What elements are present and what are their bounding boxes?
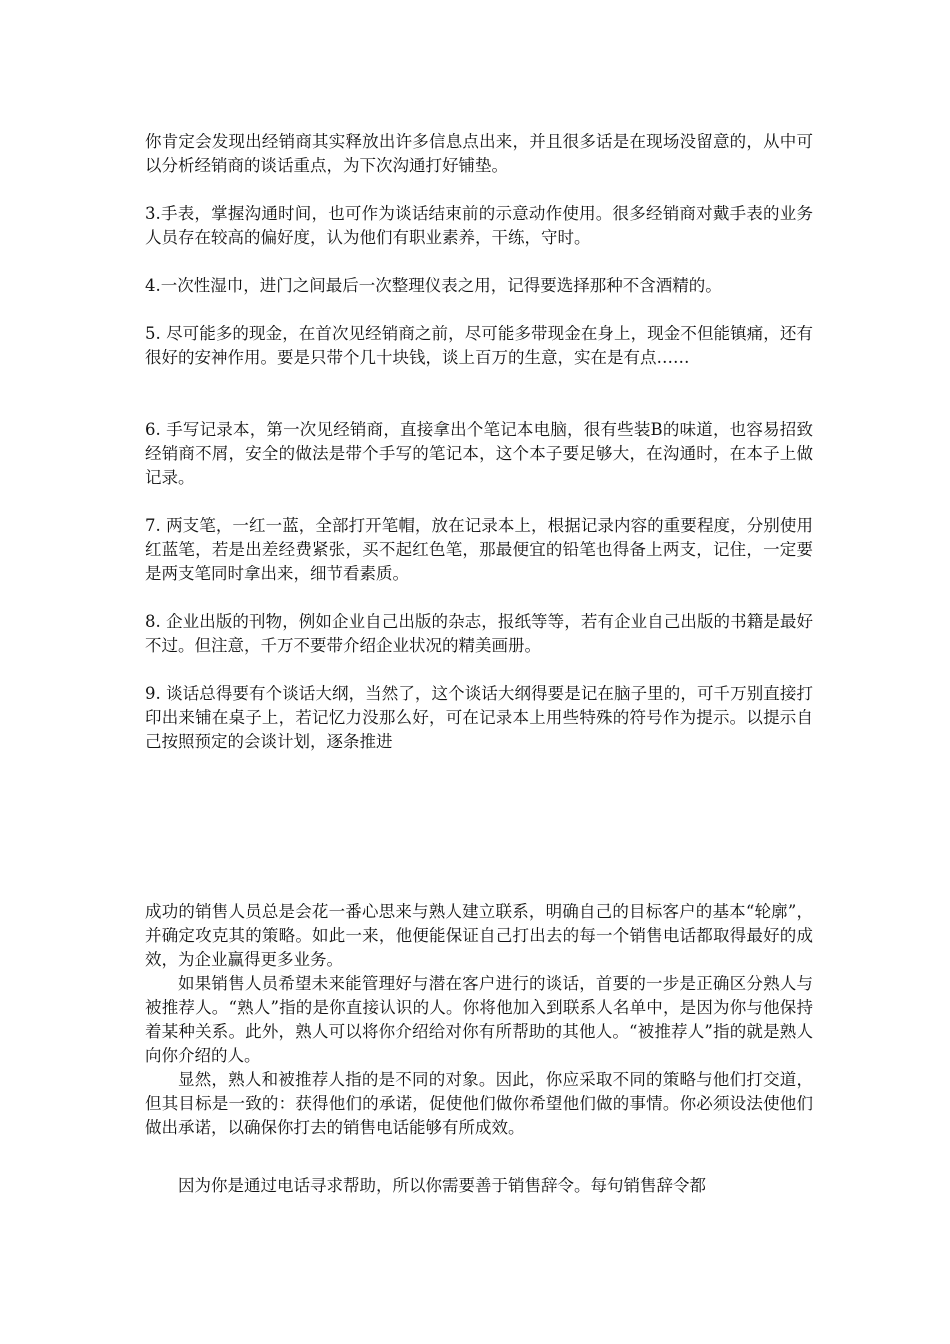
paragraph-acquaintance: 如果销售人员希望未来能管理好与潜在客户进行的谈话，首要的一步是正确区分熟人与被推荐人。“熟人”指的是你直接认识的人。你将他加入到联系人名单中，是因为你与他保持着某种关系。此外，熟人可以将你介绍给对你有所帮助的其他人。“被推荐人”指的就是熟人向你介绍的人。 [145,974,813,1065]
paragraph-intro: 你肯定会发现出经销商其实释放出许多信息点出来，并且很多话是在现场没留意的，从中可以分析经销商的谈话重点，为下次沟通打好铺垫。 [145,132,813,175]
paragraph-item-6: 6. 手写记录本，第一次见经销商，直接拿出个笔记本电脑，很有些装B的味道，也容易招致经销商不屑，安全的做法是带个手写的笔记本，这个本子要足够大，在沟通时，在本子上做记录。 [145,420,813,487]
paragraph-strategy: 显然，熟人和被推荐人指的是不同的对象。因此，你应采取不同的策略与他们打交道，但其目标是一致的：获得他们的承诺，促使他们做你希望他们做的事情。你必须设法使他们做出承诺，以确保你打去的销售电话能够有所成效。 [145,1070,813,1137]
paragraph-item-5: 5. 尽可能多的现金，在首次见经销商之前，尽可能多带现金在身上，现金不但能镇痛，还有很好的安神作用。要是只带个几十块钱，谈上百万的生意，实在是有点…… [145,324,813,367]
paragraph-item-4: 4.一次性湿巾，进门之间最后一次整理仪表之用，记得要选择那种不含酒精的。 [145,276,722,295]
paragraph-phone-help: 因为你是通过电话寻求帮助，所以你需要善于销售辞令。每句销售辞令都 [178,1176,706,1195]
paragraph-item-7: 7. 两支笔，一红一蓝，全部打开笔帽，放在记录本上，根据记录内容的重要程度，分别使用红蓝笔，若是出差经费紧张，买不起红色笔，那最便宜的铅笔也得备上两支，记住，一定要是两支笔同时拿出来，细节看素质。 [145,516,813,583]
paragraph-success: 成功的销售人员总是会花一番心思来与熟人建立联系，明确自己的目标客户的基本“轮廓”，并确定攻克其的策略。如此一来，他便能保证自己打出去的每一个销售电话都取得最好的成效，为企业赢得更多业务。 [145,902,813,969]
paragraph-item-3: 3.手表，掌握沟通时间，也可作为谈话结束前的示意动作使用。很多经销商对戴手表的业务人员存在较高的偏好度，认为他们有职业素养，干练，守时。 [145,204,813,247]
paragraph-item-8: 8. 企业出版的刊物，例如企业自己出版的杂志，报纸等等，若有企业自己出版的书籍是最好不过。但注意，千万不要带介绍企业状况的精美画册。 [145,612,813,655]
paragraph-item-9: 9. 谈话总得要有个谈话大纲，当然了，这个谈话大纲得要是记在脑子里的，可千万别直接打印出来铺在桌子上，若记忆力没那么好，可在记录本上用些特殊的符号作为提示。以提示自己按照预定的会谈计划，逐条推进 [145,684,813,751]
